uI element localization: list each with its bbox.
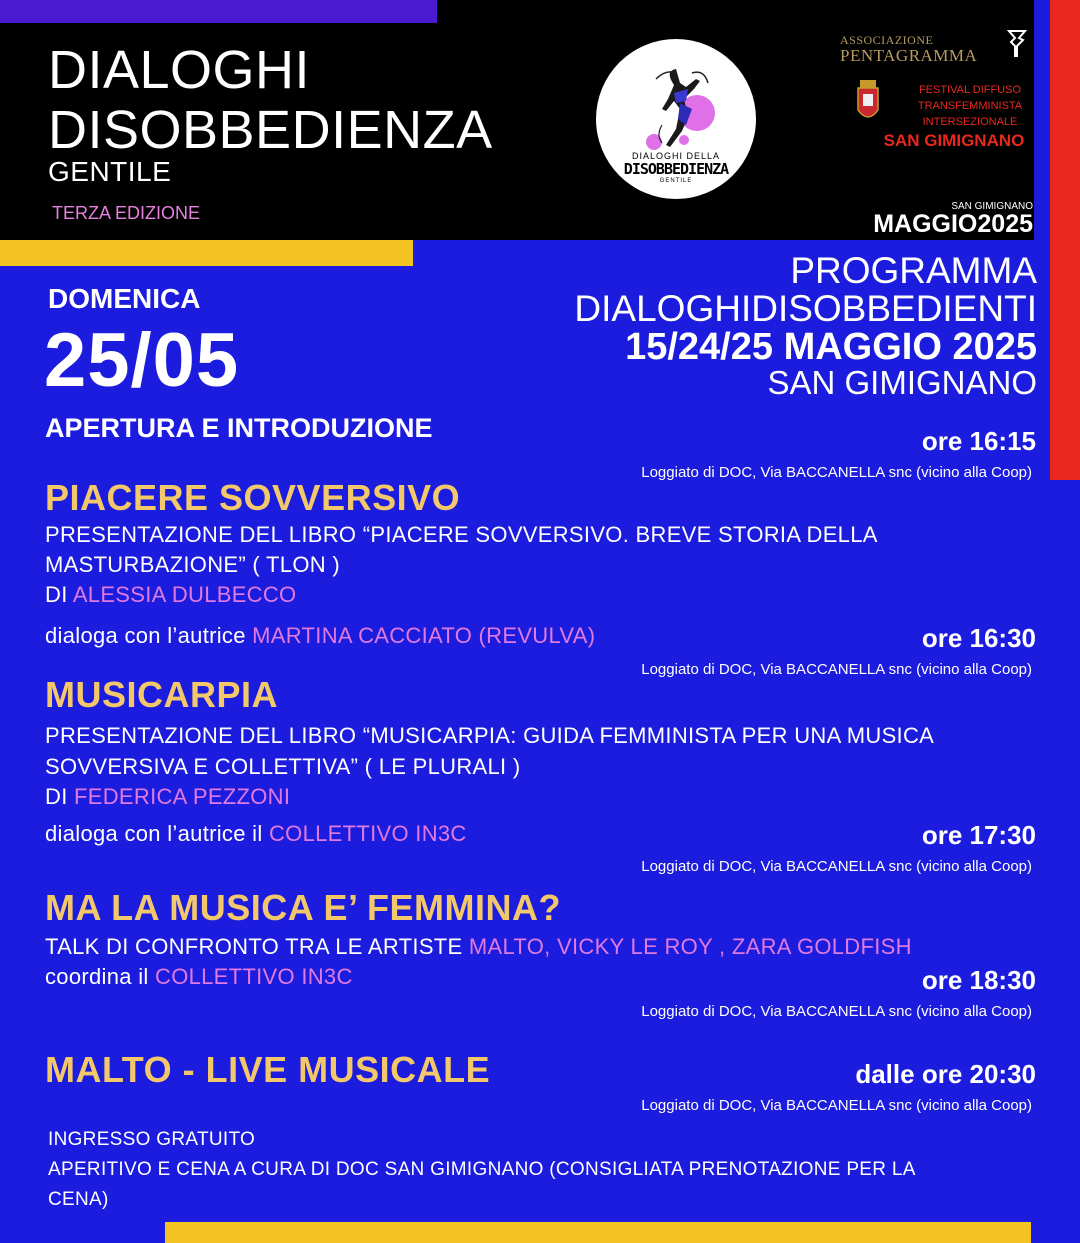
logo-text-top: DIALOGHI DELLA: [631, 151, 721, 161]
event3-coord-line: [45, 964, 353, 990]
event2-by-prefix: DI: [45, 784, 75, 809]
title-line-3: GENTILE: [48, 156, 172, 187]
city-small-label: SAN GIMIGNANO: [951, 201, 1033, 212]
event4-location: Loggiato di DOC, Via BACCANELLA snc (vicino alla Coop): [641, 1097, 1032, 1114]
event1-by-prefix: DI: [45, 582, 73, 607]
event2-time: ore 17:30: [921, 820, 1036, 850]
event1-desc-line1: PRESENTAZIONE DEL LIBRO “PIACERE SOVVERSIVO. BREVE STORIA DELLA: [45, 522, 878, 547]
logo-text-main: DISOBBEDIENZA: [623, 160, 729, 178]
event3-artists: MALTO, VICKY LE ROY , ZARA GOLDFISH: [468, 934, 912, 959]
event1-location: Loggiato di DOC, Via BACCANELLA snc (vicino alla Coop): [641, 661, 1032, 678]
event2-desc-line1: PRESENTAZIONE DEL LIBRO “MUSICARPIA: GUIDA FEMMINISTA PER UNA MUSICA: [45, 723, 935, 748]
event4-title: MALTO - LIVE MUSICALE: [45, 1049, 491, 1090]
festival-logo: [596, 39, 756, 199]
edition-label: TERZA EDIZIONE: [52, 203, 201, 223]
event2-dialog-prefix: dialoga con l’autrice il: [45, 821, 269, 846]
event1-title: PIACERE SOVVERSIVO: [45, 477, 461, 518]
title-line-2: DISOBBEDIENZA: [48, 100, 493, 160]
opening-time: ore 16:15: [921, 426, 1036, 456]
event2-author-line: [45, 784, 290, 810]
purple-strip: [0, 0, 437, 23]
program-title: PROGRAMMA: [790, 250, 1037, 291]
tree-logo-icon: [1005, 28, 1029, 58]
logo-text-sub: GENTILE: [659, 178, 693, 184]
yellow-divider-top: [0, 240, 413, 266]
festival-line-1: FESTIVAL DIFFUSO: [918, 84, 1022, 96]
festival-line-3: INTERSEZIONALE: [922, 116, 1018, 128]
footer-line-1: INGRESSO GRATUITO: [48, 1129, 256, 1150]
opening-location: Loggiato di DOC, Via BACCANELLA snc (vicino alla Coop): [641, 464, 1032, 481]
month-year-label: MAGGIO2025: [873, 210, 1033, 238]
event4-time: dalle ore 20:30: [855, 1059, 1036, 1089]
association-line-2: PENTAGRAMMA: [840, 46, 978, 65]
weekday-label: DOMENICA: [48, 283, 201, 314]
event1-author: ALESSIA DULBECCO: [72, 582, 297, 607]
event1-time: ore 16:30: [921, 623, 1036, 653]
program-dates: 15/24/25 MAGGIO 2025: [625, 326, 1037, 368]
footer-line-3: CENA): [48, 1189, 109, 1210]
event1-author-line: [45, 582, 296, 608]
city-crest-icon: [857, 80, 879, 124]
event3-coord-prefix: coordina il: [45, 964, 155, 989]
red-side-bar: [1050, 0, 1080, 480]
footer-line-2: APERITIVO E CENA A CURA DI DOC SAN GIMIGNANO (CONSIGLIATA PRENOTAZIONE PER LA: [48, 1159, 916, 1180]
title-line-1: DIALOGHI: [48, 40, 311, 100]
event3-time: ore 18:30: [921, 965, 1036, 995]
event1-dialog-name: MARTINA CACCIATO (REVULVA): [252, 623, 596, 648]
event2-location: Loggiato di DOC, Via BACCANELLA snc (vicino alla Coop): [641, 858, 1032, 875]
event3-coord-name: COLLETTIVO IN3C: [155, 964, 353, 989]
event1-desc-line2: MASTURBAZIONE” ( TLON ): [45, 552, 340, 577]
festival-description: [900, 82, 1040, 130]
program-city: SAN GIMIGNANO: [767, 364, 1037, 401]
event2-title: MUSICARPIA: [45, 674, 279, 715]
festival-city: SAN GIMIGNANO: [883, 131, 1025, 150]
event3-talk-line: [45, 934, 912, 960]
opening-title: APERTURA E INTRODUZIONE: [45, 413, 433, 443]
event2-dialog-name: COLLETTIVO IN3C: [268, 821, 467, 846]
event1-dialog-line: [45, 623, 595, 649]
yellow-divider-bottom: [165, 1222, 1031, 1243]
event3-talk-prefix: TALK DI CONFRONTO TRA LE ARTISTE: [45, 934, 469, 959]
event1-dialog-prefix: dialoga con l’autrice: [45, 623, 253, 648]
event2-author: FEDERICA PEZZONI: [74, 784, 291, 809]
event3-title: MA LA MUSICA E’ FEMMINA?: [45, 887, 561, 928]
association-line-1: ASSOCIAZIONE: [840, 33, 934, 47]
event2-dialog-line: [45, 821, 467, 847]
program-subtitle: DIALOGHIDISOBBEDIENTI: [574, 288, 1037, 329]
day-date: 25/05: [44, 318, 240, 403]
festival-line-2: TRANSFEMMINISTA: [917, 100, 1023, 112]
event3-location: Loggiato di DOC, Via BACCANELLA snc (vicino alla Coop): [641, 1003, 1032, 1020]
event2-desc-line2: SOVVERSIVA E COLLETTIVA” ( LE PLURALI ): [45, 754, 521, 779]
association-logo: [840, 33, 977, 66]
